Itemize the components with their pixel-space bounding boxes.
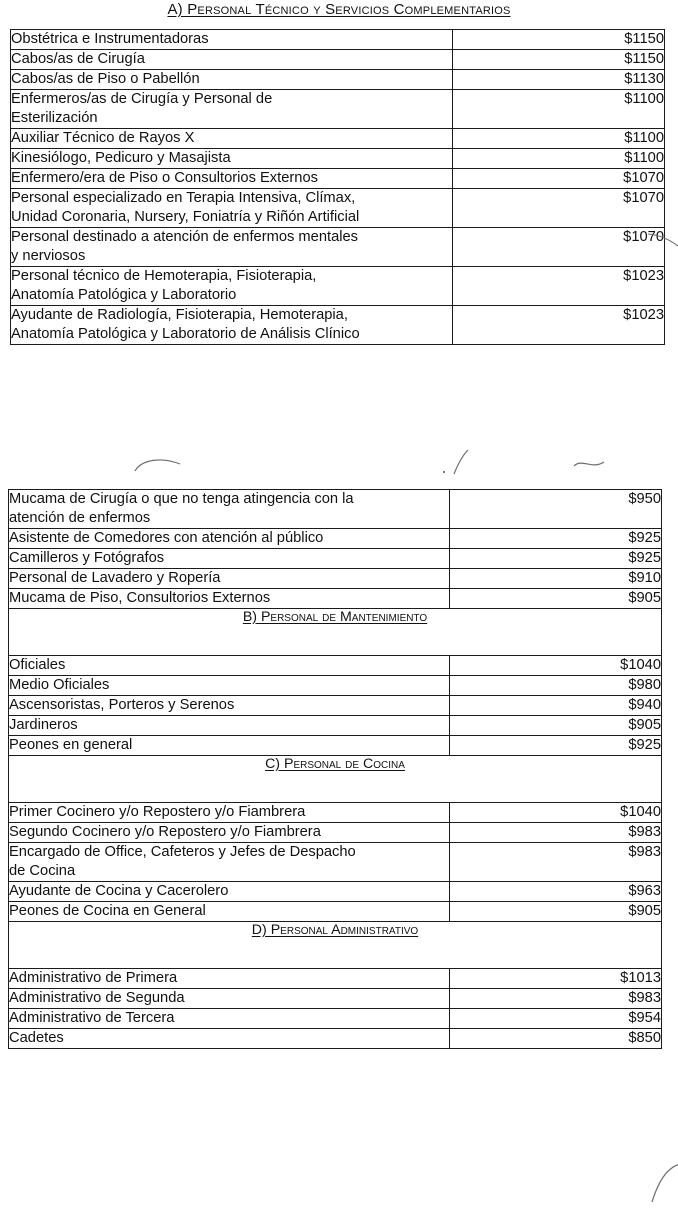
row-amount: $1150 bbox=[452, 30, 664, 50]
table-row bbox=[9, 696, 662, 716]
row-label: Peones de Cocina en General bbox=[9, 902, 450, 922]
row-label: Medio Oficiales bbox=[9, 676, 450, 696]
row-amount: $1100 bbox=[452, 90, 664, 129]
table-row bbox=[11, 30, 665, 50]
table-row bbox=[11, 50, 665, 70]
row-label-continuation: Anatomía Patológica y Laboratorio bbox=[11, 287, 237, 303]
row-amount: $905 bbox=[450, 716, 662, 736]
row-amount: $1023 bbox=[452, 306, 664, 345]
row-label: Oficiales bbox=[9, 656, 450, 676]
row-label: Administrativo de Primera bbox=[9, 969, 450, 989]
row-amount: $1013 bbox=[450, 969, 662, 989]
section-heading-a-label: A) Personal Técnico y Servicios Complementarios bbox=[167, 1, 511, 18]
row-label: Asistente de Comedores con atención al público bbox=[9, 529, 450, 549]
row-label: Administrativo de Tercera bbox=[9, 1009, 450, 1029]
row-label: Ayudante de Cocina y Cacerolero bbox=[9, 882, 450, 902]
row-amount: $983 bbox=[450, 843, 662, 882]
section-heading bbox=[9, 756, 662, 773]
spacer-cell bbox=[9, 772, 662, 803]
table-row bbox=[9, 882, 662, 902]
row-amount: $925 bbox=[450, 529, 662, 549]
row-label: Primer Cocinero y/o Repostero y/o Fiambrera bbox=[9, 803, 450, 823]
row-label: Personal de Lavadero y Ropería bbox=[9, 569, 450, 589]
row-amount: $963 bbox=[450, 882, 662, 902]
table-row bbox=[9, 823, 662, 843]
table-row bbox=[9, 736, 662, 756]
row-label: Cadetes bbox=[9, 1029, 450, 1049]
row-label: Enfermeros/as de Cirugía y Personal de Esterilización bbox=[11, 90, 453, 129]
spacer-cell bbox=[9, 625, 662, 656]
row-amount: $925 bbox=[450, 736, 662, 756]
row-label: Administrativo de Segunda bbox=[9, 989, 450, 1009]
row-label: Auxiliar Técnico de Rayos X bbox=[11, 129, 453, 149]
row-label-continuation: Anatomía Patológica y Laboratorio de Análisis Clínico bbox=[11, 326, 360, 342]
row-label-continuation: atención de enfermos bbox=[9, 510, 151, 526]
table-row bbox=[9, 569, 662, 589]
row-label: Obstétrica e Instrumentadoras bbox=[11, 30, 453, 50]
table-row bbox=[9, 716, 662, 736]
section-heading-label: C) Personal de Cocina bbox=[265, 756, 405, 772]
table-section-heading-row bbox=[9, 609, 662, 626]
row-amount: $1070 bbox=[452, 169, 664, 189]
table-row bbox=[9, 969, 662, 989]
row-amount: $850 bbox=[450, 1029, 662, 1049]
row-amount: $1023 bbox=[452, 267, 664, 306]
table-row bbox=[9, 1009, 662, 1029]
row-label: Ayudante de Radiología, Fisioterapia, Hemoterapia, Anatomía Patológica y Laboratorio de Análisis Clínico bbox=[11, 306, 453, 345]
row-amount: $1040 bbox=[450, 656, 662, 676]
table-row bbox=[9, 1029, 662, 1049]
row-label: Personal técnico de Hemoterapia, Fisioterapia, Anatomía Patológica y Laboratorio bbox=[11, 267, 453, 306]
row-amount: $983 bbox=[450, 823, 662, 843]
row-label: Camilleros y Fotógrafos bbox=[9, 549, 450, 569]
row-label: Cabos/as de Piso o Pabellón bbox=[11, 70, 453, 90]
row-label: Enfermero/era de Piso o Consultorios Externos bbox=[11, 169, 453, 189]
row-amount: $1150 bbox=[452, 50, 664, 70]
section-heading-label: B) Personal de Mantenimiento bbox=[242, 609, 428, 625]
table-row bbox=[11, 306, 665, 345]
section-heading bbox=[9, 922, 662, 939]
row-amount: $1070 bbox=[452, 228, 664, 267]
row-label: Encargado de Office, Cafeteros y Jefes de Despacho de Cocina bbox=[9, 843, 450, 882]
table-b-body bbox=[9, 490, 662, 1049]
row-label-continuation: de Cocina bbox=[9, 863, 76, 879]
table-row bbox=[11, 228, 665, 267]
row-amount: $940 bbox=[450, 696, 662, 716]
table-row bbox=[9, 656, 662, 676]
table-section-heading-row bbox=[9, 922, 662, 939]
row-amount: $1100 bbox=[452, 149, 664, 169]
table-a-body bbox=[11, 30, 665, 345]
table-row bbox=[9, 490, 662, 529]
spacer-cell bbox=[9, 938, 662, 969]
table-section-heading-row bbox=[9, 756, 662, 773]
wage-table-section-a bbox=[10, 29, 665, 345]
table-row bbox=[11, 149, 665, 169]
row-label: Segundo Cocinero y/o Repostero y/o Fiambrera bbox=[9, 823, 450, 843]
row-label: Mucama de Piso, Consultorios Externos bbox=[9, 589, 450, 609]
scan-artifact-mark bbox=[424, 448, 484, 476]
row-label: Cabos/as de Cirugía bbox=[11, 50, 453, 70]
wage-table-sections-b-c-d bbox=[8, 489, 662, 1049]
table-row bbox=[11, 169, 665, 189]
row-amount: $1100 bbox=[452, 129, 664, 149]
section-heading-a bbox=[0, 1, 678, 18]
row-amount: $1040 bbox=[450, 803, 662, 823]
table-row bbox=[9, 676, 662, 696]
row-amount: $1130 bbox=[452, 70, 664, 90]
row-amount: $925 bbox=[450, 549, 662, 569]
row-label: Ascensoristas, Porteros y Serenos bbox=[9, 696, 450, 716]
section-heading bbox=[9, 609, 662, 626]
table-row bbox=[9, 989, 662, 1009]
row-label: Kinesiólogo, Pedicuro y Masajista bbox=[11, 149, 453, 169]
table-row bbox=[11, 129, 665, 149]
table-spacer-row bbox=[9, 625, 662, 656]
table-row bbox=[11, 189, 665, 228]
table-row bbox=[9, 589, 662, 609]
scan-artifact-mark bbox=[570, 456, 620, 476]
row-label: Personal especializado en Terapia Intensiva, Clímax, Unidad Coronaria, Nursery, Foniatría y Riñón Artificial bbox=[11, 189, 453, 228]
row-label-continuation: Unidad Coronaria, Nursery, Foniatría y Riñón Artificial bbox=[11, 209, 360, 225]
table-row bbox=[9, 902, 662, 922]
table-spacer-row bbox=[9, 938, 662, 969]
table-row bbox=[9, 843, 662, 882]
row-label-continuation: y nerviosos bbox=[11, 248, 86, 264]
table-row bbox=[11, 90, 665, 129]
table-row bbox=[9, 803, 662, 823]
row-label-continuation: Esterilización bbox=[11, 110, 98, 126]
row-amount: $950 bbox=[450, 490, 662, 529]
row-label: Personal destinado a atención de enfermos mentales y nerviosos bbox=[11, 228, 453, 267]
table-row bbox=[11, 267, 665, 306]
row-label: Mucama de Cirugía o que no tenga atingencia con la atención de enfermos bbox=[9, 490, 450, 529]
section-heading-label: D) Personal Administrativo bbox=[251, 922, 419, 938]
row-label: Jardineros bbox=[9, 716, 450, 736]
scan-artifact-mark bbox=[648, 1160, 678, 1220]
scan-artifact-mark bbox=[132, 455, 202, 477]
row-amount: $954 bbox=[450, 1009, 662, 1029]
row-label: Peones en general bbox=[9, 736, 450, 756]
table-spacer-row bbox=[9, 772, 662, 803]
table-row bbox=[9, 549, 662, 569]
row-amount: $910 bbox=[450, 569, 662, 589]
row-amount: $905 bbox=[450, 589, 662, 609]
row-amount: $983 bbox=[450, 989, 662, 1009]
table-row bbox=[11, 70, 665, 90]
row-amount: $905 bbox=[450, 902, 662, 922]
table-row bbox=[9, 529, 662, 549]
row-amount: $980 bbox=[450, 676, 662, 696]
row-amount: $1070 bbox=[452, 189, 664, 228]
